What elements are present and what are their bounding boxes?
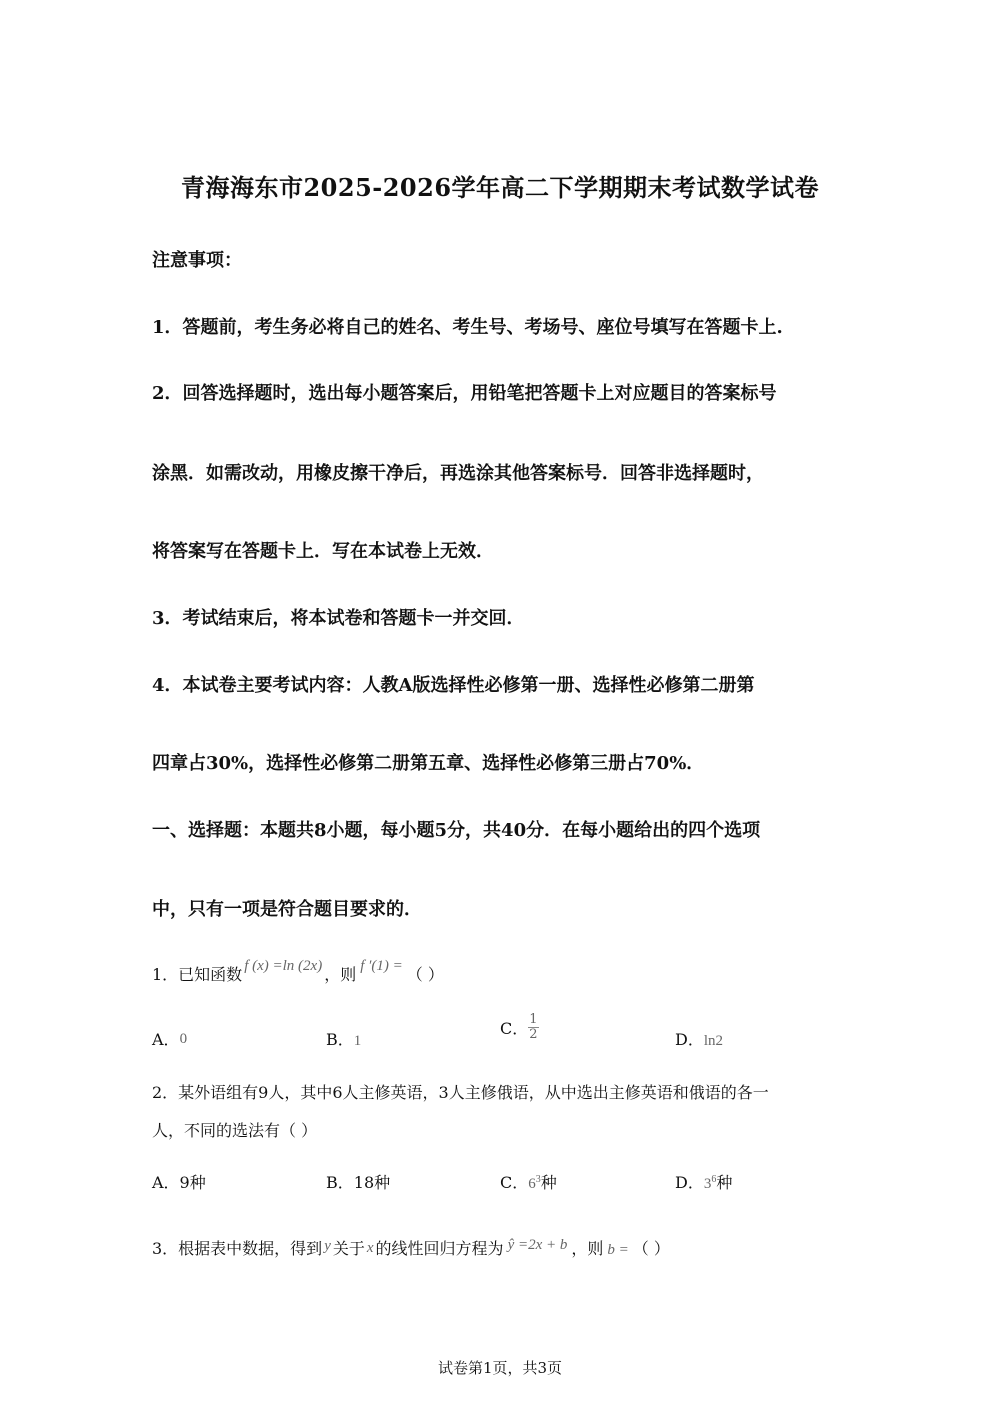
question-2-option-d bbox=[675, 1170, 732, 1193]
regression-equation: ŷ =2x + b bbox=[507, 1237, 568, 1253]
page-footer: 试卷第1页，共3页 bbox=[437, 1359, 563, 1377]
option-c-fraction bbox=[528, 1013, 538, 1042]
notice-heading: 注意事项： bbox=[152, 250, 242, 271]
question-3-suffix: （ ） bbox=[632, 1239, 670, 1258]
option-c-unit: 种 bbox=[540, 1173, 557, 1192]
option-d-base: 3 bbox=[703, 1176, 712, 1192]
option-b-value: 1 bbox=[353, 1033, 362, 1049]
question-1-option-b bbox=[326, 1027, 361, 1050]
option-c-label: C． bbox=[500, 1019, 529, 1038]
option-d-label: D． bbox=[675, 1030, 704, 1049]
option-d-unit: 种 bbox=[716, 1173, 733, 1192]
notice-item-1: 1．答题前，考生务必将自己的姓名、考生号、考场号、座位号填写在答题卡上. bbox=[152, 317, 783, 338]
question-1-mid: ，则 bbox=[324, 965, 357, 984]
fraction-denominator: 2 bbox=[529, 1027, 538, 1042]
question-3-about: 关于 bbox=[332, 1239, 365, 1258]
notice-item-2-line-2: 涂黑．如需改动，用橡皮擦干净后，再选涂其他答案标号．回答非选择题时， bbox=[152, 463, 764, 484]
variable-x: x bbox=[366, 1240, 374, 1256]
question-2-line-1: 2．某外语组有9人，其中6人主修英语，3人主修俄语，从中选出主修英语和俄语的各一 bbox=[152, 1083, 769, 1102]
section-1-line-2: 中，只有一项是符合题目要求的． bbox=[152, 899, 422, 920]
notice-item-2-line-3: 将答案写在答题卡上．写在本试卷上无效． bbox=[152, 541, 494, 562]
question-1 bbox=[152, 958, 444, 985]
question-3-then: ，则 bbox=[571, 1239, 604, 1258]
option-a-value: 0 bbox=[179, 1031, 188, 1047]
variable-y: y bbox=[324, 1238, 331, 1254]
option-c-exponent: 3 bbox=[535, 1174, 541, 1185]
option-c-label: C． bbox=[500, 1173, 529, 1192]
option-d-value: ln2 bbox=[703, 1033, 724, 1049]
section-1-line-1: 一、选择题：本题共8小题，每小题5分，共40分．在每小题给出的四个选项 bbox=[152, 820, 761, 841]
option-b-label: B． bbox=[326, 1030, 354, 1049]
notice-item-2-line-1: 2．回答选择题时，选出每小题答案后，用铅笔把答题卡上对应题目的答案标号 bbox=[152, 383, 777, 404]
option-d-exponent: 6 bbox=[711, 1174, 717, 1185]
question-2-option-b: B．18种 bbox=[326, 1173, 391, 1192]
question-2-line-2: 人，不同的选法有（ ） bbox=[152, 1121, 318, 1140]
question-1-option-d bbox=[675, 1027, 723, 1050]
page-title: 青海海东市2025-2026学年高二下学期期末考试数学试卷 bbox=[180, 173, 820, 202]
option-c-base: 6 bbox=[528, 1176, 536, 1192]
option-d-label: D． bbox=[675, 1173, 704, 1192]
question-1-prefix: 1．已知函数 bbox=[152, 965, 243, 984]
question-1-option-a bbox=[152, 1027, 187, 1050]
option-a-label: A． bbox=[152, 1030, 180, 1049]
question-3 bbox=[152, 1236, 670, 1259]
question-1-suffix: （ ） bbox=[406, 965, 444, 984]
fraction-numerator: 1 bbox=[529, 1012, 538, 1027]
question-1-derivative: f ′(1) = bbox=[360, 958, 403, 974]
notice-item-3: 3．考试结束后，将本试卷和答题卡一并交回． bbox=[152, 608, 525, 629]
variable-b: b = bbox=[607, 1242, 629, 1258]
question-3-mid: 的线性回归方程为 bbox=[375, 1239, 504, 1258]
question-2-option-c bbox=[500, 1170, 557, 1193]
notice-item-4-line-2: 四章占30%，选择性必修第二册第五章、选择性必修第三册占70%． bbox=[152, 753, 705, 774]
question-1-function: f (x) =ln (2x) bbox=[244, 958, 323, 974]
question-3-prefix: 3．根据表中数据，得到 bbox=[152, 1239, 323, 1258]
question-2-option-a: A．9种 bbox=[152, 1173, 206, 1192]
notice-item-4-line-1: 4．本试卷主要考试内容：人教A版选择性必修第一册、选择性必修第二册第 bbox=[152, 675, 755, 696]
question-1-option-c bbox=[500, 1013, 539, 1042]
